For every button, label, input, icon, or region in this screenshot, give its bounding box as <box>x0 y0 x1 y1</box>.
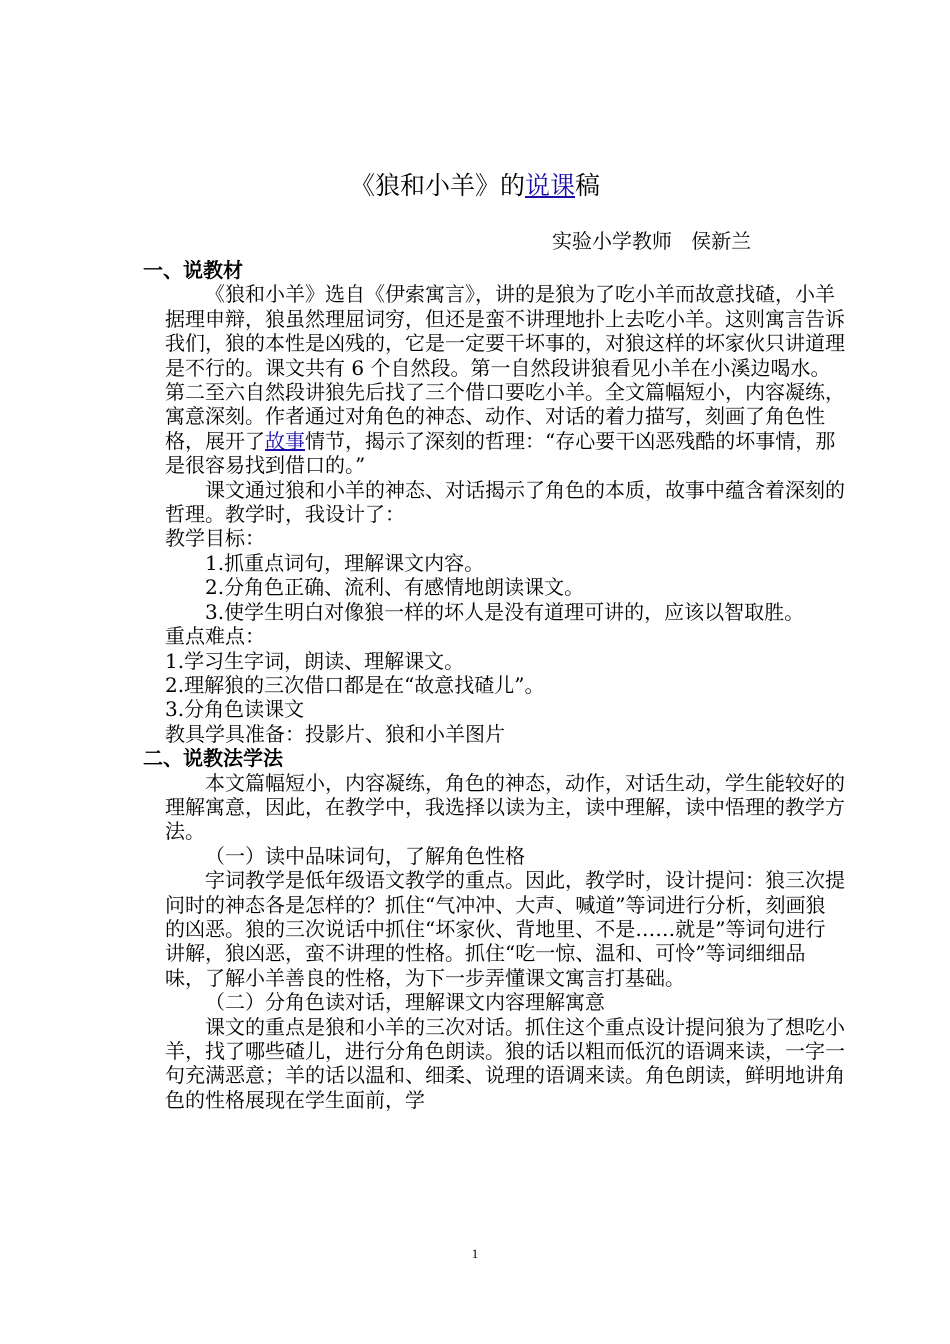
title-part1: 《狼和小羊》的 <box>349 171 525 200</box>
title-part2: 稿 <box>575 171 601 200</box>
document-body <box>143 258 845 1112</box>
goal-item: 3.使学生明白对像狼一样的坏人是没有道理可讲的，应该以智取胜。 <box>205 599 805 624</box>
goals-label: 教学目标： <box>165 526 265 551</box>
goal-item: 1.抓重点词句，理解课文内容。 <box>205 550 485 575</box>
key-item: 3.分角色读课文 <box>165 697 305 722</box>
section1-paragraph1 <box>165 282 845 477</box>
key-item: 2.理解狼的三次借口都是在“故意找碴儿”。 <box>165 672 545 697</box>
subsection2-heading: （二）分角色读对话，理解课文内容理解寓意 <box>205 990 605 1015</box>
key-item: 1.学习生字词，朗读、理解课文。 <box>165 648 465 673</box>
section1-heading: 一、说教材 <box>143 258 243 282</box>
section2-paragraph1: 本文篇幅短小，内容凝练，角色的神态，动作，对话生动，学生能较好的理解寓意，因此，在教学中，我选择以读为主，读中理解，读中悟理的教学方法。 <box>165 770 845 844</box>
story-link[interactable]: 故事 <box>265 428 305 453</box>
subsection1-heading: （一）读中品味词句，了解角色性格 <box>205 843 525 868</box>
goal-item: 2.分角色正确、流利、有感情地朗读课文。 <box>205 575 585 600</box>
page-title <box>0 168 950 204</box>
tools-line: 教具学具准备：投影片、狼和小羊图片 <box>165 721 505 746</box>
subsection2-text: 课文的重点是狼和小羊的三次对话。抓住这个重点设计提问狼为了想吃小羊，找了哪些碴儿，进行分角色朗读。狼的话以粗而低沉的语调来读，一字一句充满恶意；羊的话以温和、细柔、说理的语调来读。角色朗读，鲜明地讲角色的性格展现在学生面前，学 <box>165 1014 845 1112</box>
key-label: 重点难点： <box>165 624 265 649</box>
para1-text-b: 情节，揭示了深刻的哲理：“存心要干凶恶残酷的坏事情，那是很容易找到借口的。” <box>165 428 836 478</box>
subsection1-text: 字词教学是低年级语文教学的重点。因此，教学时，设计提问：狼三次提问时的神态各是怎样的？抓住“气冲冲、大声、喊道”等词进行分析，刻画狼的凶恶。狼的三次说话中抓住“坏家伙、背地里、不是……就是”等词句进行讲解，狼凶恶，蛮不讲理的性格。抓住“吃一惊、温和、可怜”等词细细品味，了解小羊善良的性格，为下一步弄懂课文寓言打基础。 <box>165 868 845 990</box>
para1-text-a: 《狼和小羊》选自《伊索寓言》，讲的是狼为了吃小羊而故意找碴，小羊据理申辩，狼虽然理屈词穷，但还是蛮不讲理地扑上去吃小羊。这则寓言告诉我们，狼的本性是凶残的，它是一定要干坏事的，对狼这样的坏家伙只讲道理是不行的。课文共有 6 个自然段。第一自然段讲狼看见小羊在小溪边喝水。第二至六自然段讲狼先后找了三个借口要吃小羊。全文篇幅短小，内容凝练，寓意深刻。作者通过对角色的神态、动作、对话的着力描写，刻画了角色性格，展开了 <box>165 282 845 453</box>
section2-heading: 二、说教法学法 <box>143 746 283 771</box>
page-number: 1 <box>471 1246 479 1261</box>
author-line: 实验小学教师 侯新兰 <box>552 229 752 253</box>
section1-paragraph2: 课文通过狼和小羊的神态、对话揭示了角色的本质，故事中蕴含着深刻的哲理。教学时，我设计了： <box>165 477 845 527</box>
title-link[interactable]: 说课 <box>524 171 575 200</box>
